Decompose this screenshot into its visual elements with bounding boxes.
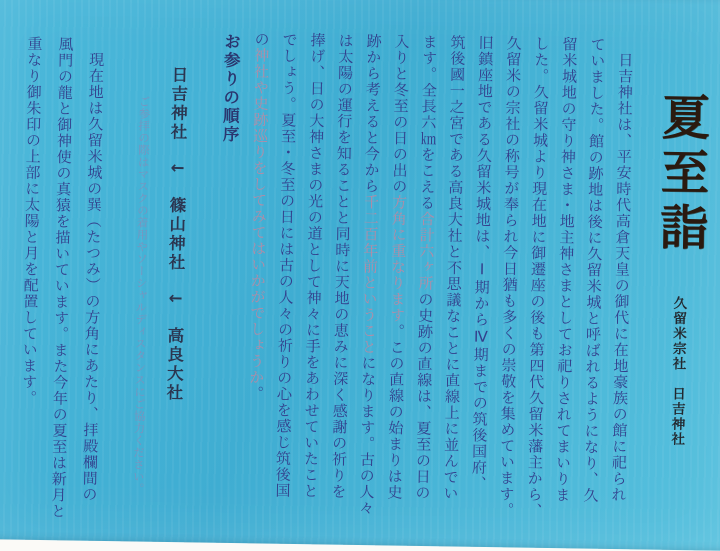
notice-content — [0, 19, 720, 550]
text-line: した。久留米城より現在地に御遷座の後も第四代久留米藩主から、 — [525, 35, 551, 519]
text-line: 重なり御朱印の上部に太陽と月を配置しています。 — [19, 35, 44, 407]
text-line: 捧げ、日の大神さまの光の道として神々に手をあわせていたこと — [301, 32, 327, 500]
text-line: 跡から考えると今から千二百年前ということになります。古の人々 — [357, 33, 383, 517]
text-line: 入りと冬至の日の出の方角に重なります。この直線の始まりは史 — [385, 33, 411, 501]
text-line: 留米城地の守り神さま・地主神さまとしてお祀りされてまいりま — [553, 36, 579, 504]
left-paragraph — [11, 20, 112, 541]
visit-order-sequence: 日吉神社 ↓ 篠山神社 ↓ 高良大社 — [163, 65, 189, 403]
text-line: の神社や史跡巡りをしてみてはいかがでしょうか。 — [246, 31, 271, 402]
visit-order-heading: お参りの順序 — [219, 32, 241, 145]
main-title: 夏至詣 — [651, 91, 710, 258]
masthead-column — [634, 29, 720, 550]
visit-covid-note: ご参拝の際はマスクの着用やソーシャルディスタンスにご協力ください。 — [131, 95, 152, 495]
text-line: 日吉神社は、平安時代高倉天皇の御代に在地豪族の館に祀られ — [609, 51, 635, 504]
text-line: でしょう。夏至・冬至の日には古の人々の祈りの心を感じ筑後国 — [273, 31, 299, 499]
text-line: 現在地は久留米城の巽（たつみ）の方角にあたり、拝殿欄間の — [80, 51, 106, 503]
shrine-name-subtitle: 久留米宗社 日吉神社 — [668, 295, 687, 448]
text-line: ます。全長六㎞をこえる合計六ヶ所の史跡の直線は、夏至の日の — [413, 33, 439, 502]
body-paragraph — [240, 23, 640, 549]
text-line: 久留米の宗社の称号が奉られ今日猶も多くの崇敬を集めています。 — [497, 35, 523, 519]
text-line: 風門の龍と御神使の真猿を描いています。また今年の夏至は新月と — [49, 36, 75, 520]
text-line: 旧鎮座地である久留米城地は、Ⅰ期からⅣ期までの筑後国府、 — [469, 34, 495, 492]
text-line: 筑後國一之宮である高良大社と不思議なことに直線上に並んでい — [441, 34, 467, 502]
text-line: は太陽の運行を知ることと同時に天地の恵みに深く感謝の祈りを — [329, 32, 355, 500]
text-line: ていました。館の跡地は後に久留米城と呼ばれるようになり、久 — [581, 36, 607, 504]
